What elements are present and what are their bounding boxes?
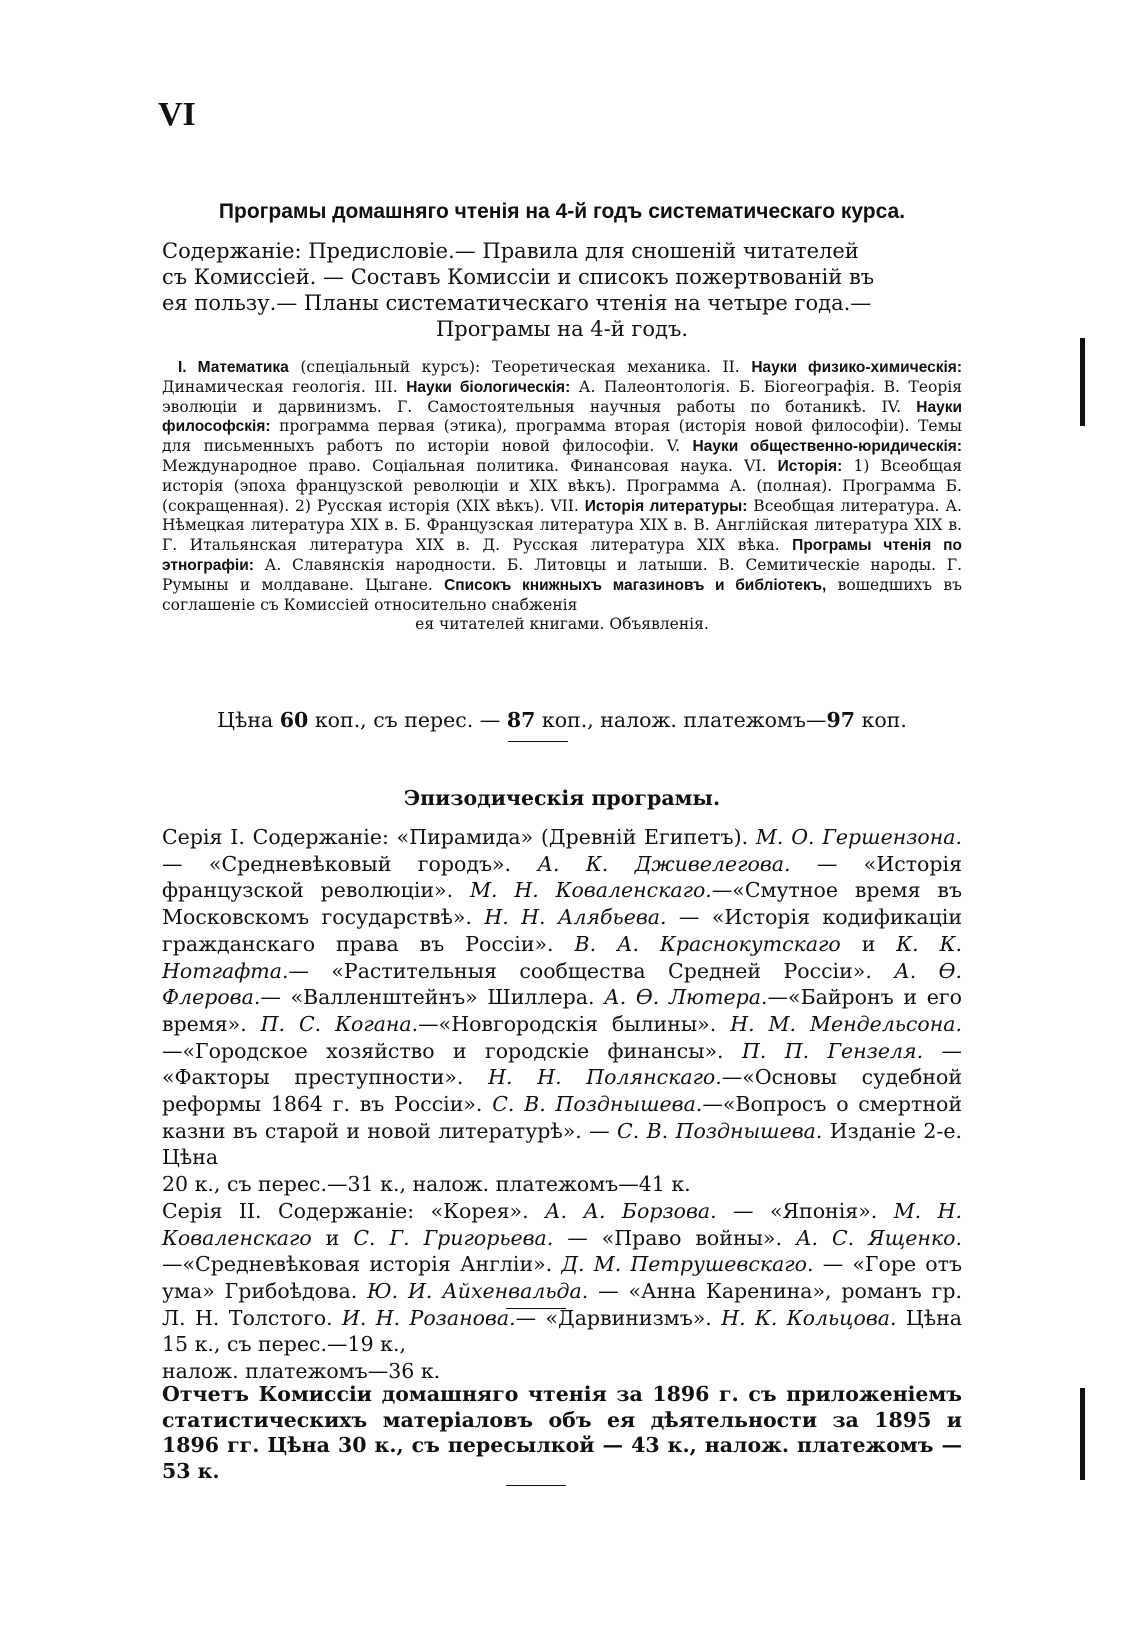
contents-line: Содержаніе: Предисловіе.— Правила для сношеній читателей: [162, 239, 859, 263]
section2.series1-run: А. К. Дживелегова.: [537, 851, 791, 876]
section2.series1-run: —«Вопросъ о смертной казни въ старой и новой литературѣ». —: [162, 1092, 962, 1143]
section2.series1-run: Н. Н. Алябьева.: [484, 905, 667, 930]
section2.series2-run: М. Н. Коваленскаго: [162, 1198, 962, 1250]
section2.series2-run: С. Г. Григорьева.: [353, 1225, 554, 1250]
section1.price-run: Цѣна: [217, 708, 280, 732]
page-number: VI: [158, 96, 196, 133]
section-title-home-reading-programs: Програмы домашняго чтенія на 4-й годъ систематическаго курса.: [218, 200, 906, 223]
section2.series2-run: И. Н. Розанова.: [341, 1305, 516, 1330]
section2.series1-run: и: [840, 931, 897, 956]
section2.series1-run: —«Городское хозяйство и городскіе финансы».: [162, 1038, 742, 1063]
section2.series1-run: —«Новгородскія былины».: [418, 1011, 731, 1036]
section2.series1-run: А. Ѳ. Флерова.: [162, 958, 962, 1010]
section2.series1-run: — «Исторія французской революціи».: [162, 851, 963, 903]
section1.toc-run: программа первая (этика), программа вторая (исторія новой философіи). Темы для письменныхъ работъ по исторіи новой философіи. V.: [162, 417, 962, 456]
section-title-episodic-programs: Эпизодическія програмы.: [403, 786, 721, 810]
section2.series1-run: Серія I. Содержаніе: «Пирамида» (Древній Египетъ).: [162, 825, 756, 849]
section2.series2-run: Цѣна 15 к., съ перес.—19 к.,: [162, 1305, 963, 1357]
section2.series2-run: Д. М. Петрушевскаго.: [561, 1252, 814, 1277]
section2.series1-run: С. В. Позднышева.: [617, 1118, 823, 1143]
section1.price-run: 97: [826, 708, 855, 732]
section2.series1-run: —«Смутное время въ Московскомъ государствѣ».: [162, 878, 962, 930]
margin-scan-mark: [1080, 338, 1085, 426]
contents-line: съ Комиссіей. — Составъ Комиссіи и списокъ пожертвованій въ: [162, 265, 875, 289]
section1.toc-run: I. Математика: [178, 359, 289, 376]
section2.series2-run: А. С. Ященко.: [795, 1225, 962, 1250]
contents-line-last: Програмы на 4-й годъ.: [435, 317, 689, 341]
section2.series2-run: А. А. Борзова.: [545, 1198, 717, 1223]
series-1-price: 20 к., съ перес.—31 к., налож. платежомъ—41 к.: [162, 1172, 691, 1197]
section2.series1-run: —«Основы судебной реформы 1864 г. въ Россіи».: [162, 1065, 962, 1117]
section2.series2-run: — «Анна Каренина», романъ гр. Л. Н. Толстого.: [162, 1278, 962, 1330]
section1.toc-run: Списокъ книжныхъ магазиновъ и библіотекъ,: [444, 576, 827, 594]
section1.toc-run: А. Славянскія народности. Б. Литовцы и латыши. В. Семитическіе народы. Г. Румыны и молдаване. Цыгане.: [162, 555, 962, 594]
section2.series1-run: — «Исторія кодификаціи гражданскаго права въ Россіи».: [162, 905, 963, 956]
report-notice: [162, 1382, 962, 1484]
report-text: Отчетъ Комиссіи домашняго чтенія за 1896 г. съ приложеніемъ статистическихъ матеріаловъ объ ея дѣятельности за 1895 и 1896 гг. Цѣна 30 к., съ пересылкой — 43 к., налож. платежомъ — 53 к.: [162, 1382, 962, 1483]
section1.toc-run: Исторія:: [777, 457, 843, 475]
section1.toc-run: 1) Всеобщая исторія (эпоха французской революціи и XIX вѣкъ). Программа А. (полная). Программа Б. (сокращенная). 2) Русская исторія (XIX вѣкъ). VII.: [162, 456, 962, 515]
section2.series1-run: С. В. Позднышева.: [492, 1092, 703, 1117]
section2.series2-run: — «Право войны».: [553, 1225, 796, 1250]
divider: [506, 1485, 566, 1486]
price-line: [162, 708, 962, 732]
table-of-contents: [162, 358, 962, 635]
section2.series1-run: — «Средневѣковый городъ».: [162, 851, 538, 876]
section1.toc-run: (спеціальный курсъ): Теоретическая механика. II.: [288, 358, 752, 376]
section2.series1-run: —«Байронъ и его время».: [162, 985, 962, 1036]
section2.series1-run: Изданіе 2-е. Цѣна: [162, 1118, 962, 1170]
contents-summary: [162, 238, 962, 342]
section1.toc-run: Исторія литературы:: [584, 497, 748, 515]
series-2-price: налож. платежомъ—36 к.: [162, 1359, 441, 1384]
toc-tail: ея читателей книгами. Объявленія.: [415, 615, 709, 634]
toc-text: [162, 358, 962, 614]
section1.toc-run: Науки біологическія:: [406, 378, 571, 396]
series-1-paragraph: [162, 824, 962, 1171]
section1.price-run: коп., налож. платежомъ—: [535, 708, 827, 732]
section1.price-run: 60: [279, 708, 309, 732]
section2.series2-run: — «Японія».: [716, 1198, 894, 1223]
section2.series1-run: — «Валленштейнъ» Шиллера.: [260, 985, 605, 1010]
section1.toc-run: вошедшихъ въ соглашеніе съ Комиссіей относительно снабженія: [162, 575, 962, 614]
section1.toc-run: Науки физико-химическія:: [751, 359, 962, 376]
section2.series1-run: Н. М. Мендельсона.: [730, 1011, 962, 1036]
section2.series1-run: А. Ѳ. Лютера.: [604, 985, 768, 1010]
section1.toc-run: Науки общественно-юридическія:: [692, 438, 963, 456]
margin-scan-mark: [1080, 1388, 1085, 1480]
section1.toc-run: Динамическая геологія. III.: [162, 377, 407, 396]
section2.series1-run: П. П. Гензеля.: [741, 1038, 924, 1063]
section1.price-run: коп., съ перес. —: [308, 708, 507, 732]
section2.series2-run: —«Средневѣковая исторія Англіи».: [162, 1252, 562, 1277]
section2.series1-run: М. Н. Коваленскаго.: [469, 878, 712, 903]
section2.series2-run: — «Горе отъ ума» Грибоѣдова.: [162, 1252, 962, 1303]
series-2-paragraph: [162, 1198, 962, 1358]
section1.toc-run: Науки философскія:: [162, 398, 962, 436]
section2.series1-run: П. С. Когана.: [260, 1011, 419, 1036]
section2.series1-run: — «Факторы преступности».: [162, 1038, 962, 1090]
section2.series1-run: В. А. Краснокутскаго: [574, 931, 841, 956]
episodic-series: [162, 824, 962, 1385]
section2.series2-run: Серія II. Содержаніе: «Корея».: [162, 1198, 546, 1223]
section2.series2-run: и: [311, 1225, 354, 1250]
section1.toc-run: Всеобщая литература. А. Нѣмецкая литература XIX в. Б. Французская литература XIX в. В. Англійская литература XIX в. Г. Итальянская литература XIX в. Д. Русская литература XIX вѣка.: [162, 496, 962, 555]
section2.series1-run: М. О. Гершензона.: [755, 825, 962, 849]
section2.series1-run: Н. Н. Полянскаго.: [488, 1065, 722, 1090]
divider: [506, 1308, 566, 1309]
section1.price-run: 87: [506, 708, 536, 732]
section2.series2-run: Ю. И. Айхенвальда.: [367, 1278, 589, 1303]
section2.series1-run: К. К. Нотгафта.: [162, 931, 962, 983]
section2.series2-run: Н. К. Кольцова.: [721, 1305, 897, 1330]
section2.series2-run: — «Дарвинизмъ».: [515, 1305, 722, 1330]
section1.toc-run: Международное право. Соціальная политика. Финансовая наука. VI.: [162, 456, 778, 475]
section1.toc-run: Програмы чтенія по этнографіи:: [162, 537, 962, 574]
section1.price-run: коп.: [855, 708, 907, 732]
divider: [508, 741, 568, 742]
contents-line: ея пользу.— Планы систематическаго чтенія на четыре года.—: [162, 291, 872, 315]
section1.toc-run: А. Палеонтологія. Б. Біогеографія. В. Теорія эволюціи и дарвинизмъ. Г. Самостоятельныя научныя работы по ботаникѣ. IV.: [162, 377, 962, 416]
section2.series1-run: — «Растительныя сообщества Средней Россіи».: [288, 958, 895, 983]
